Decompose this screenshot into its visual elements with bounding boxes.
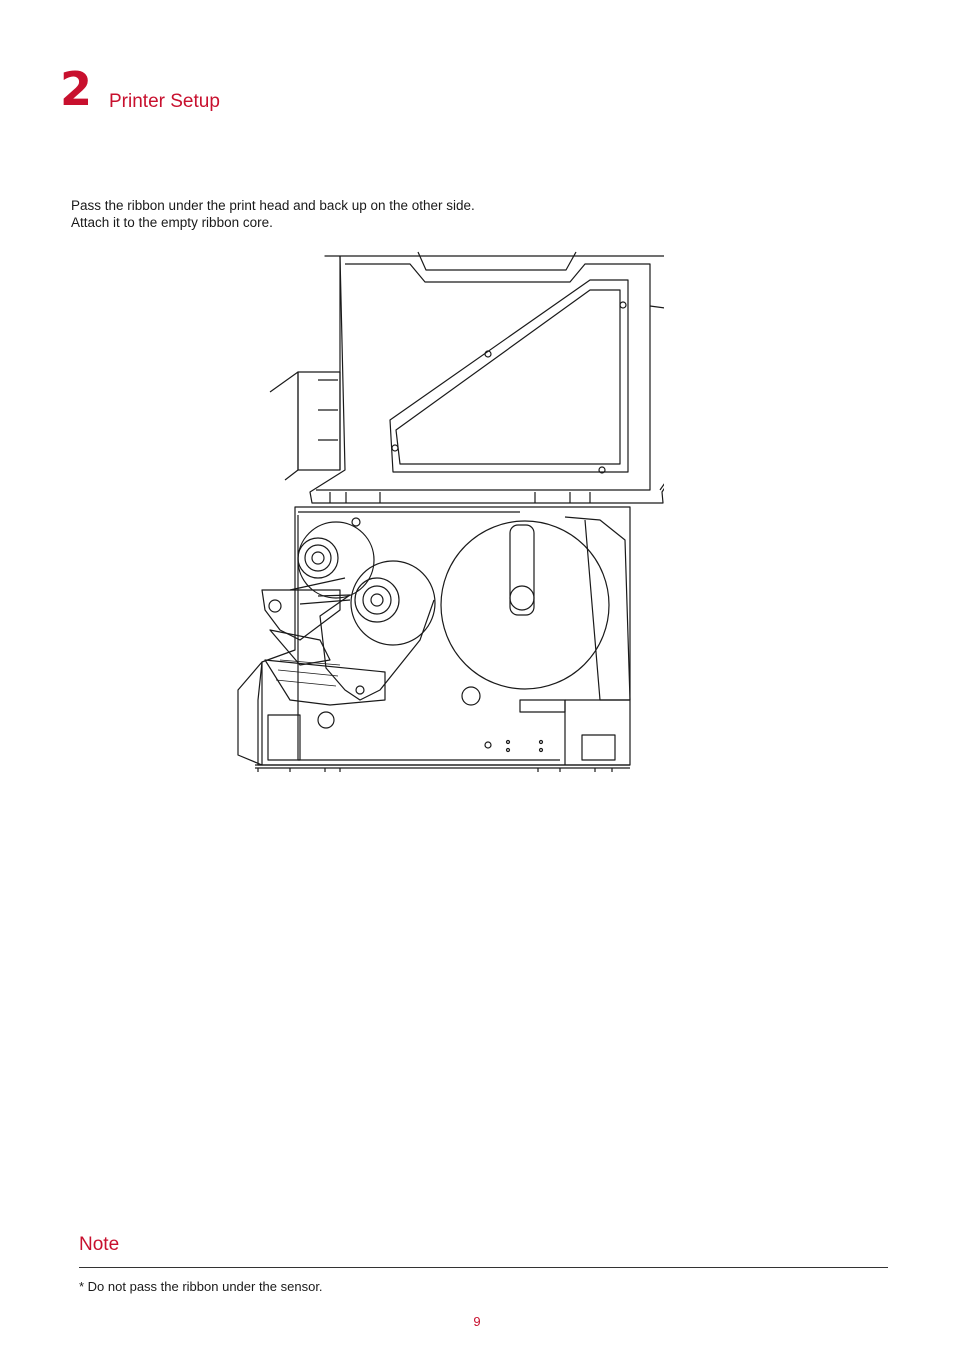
- instruction-line: Pass the ribbon under the print head and back up on the other side.: [71, 198, 475, 213]
- page-number: 9: [473, 1314, 481, 1329]
- ribbon-path: [290, 578, 434, 700]
- note-divider: [79, 1267, 888, 1268]
- instructions: [71, 197, 475, 231]
- print-head-mechanism: [262, 590, 385, 760]
- chapter-title: Printer Setup: [109, 91, 220, 112]
- printer-ribbon-illustration: [236, 249, 664, 773]
- label-roll: [441, 517, 630, 712]
- printer-cover: [270, 252, 664, 503]
- note-title: Note: [79, 1234, 120, 1255]
- instruction-line: Attach it to the empty ribbon core.: [71, 215, 273, 230]
- chapter-number: 2: [60, 62, 93, 116]
- note-text: * Do not pass the ribbon under the sensor.: [79, 1279, 323, 1294]
- printer-body: [238, 507, 630, 772]
